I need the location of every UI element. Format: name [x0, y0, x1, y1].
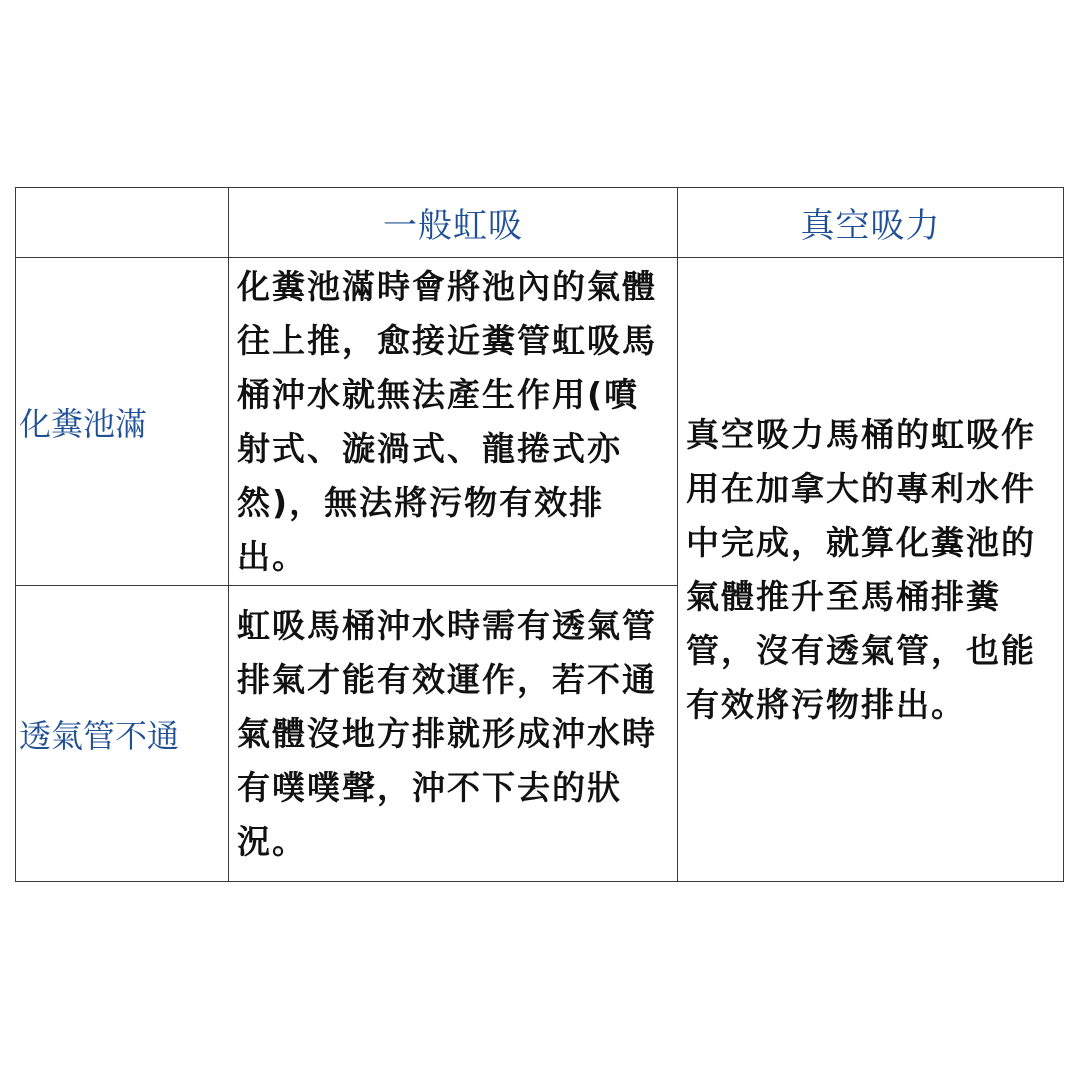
cell-vacuum-merged	[678, 258, 1064, 882]
table-row-septic-full	[16, 258, 1064, 586]
row-label-septic-full: 化糞池滿	[16, 258, 229, 586]
row-label-vent-blocked: 透氣管不通	[16, 586, 229, 882]
cell-general-vent-blocked-text: 虹吸馬桶沖水時需有透氣管排氣才能有效運作，若不通氣體沒地方排就形成沖水時有噗噗聲，沖不下去的狀況。	[237, 605, 657, 861]
cell-general-septic-full	[229, 258, 678, 586]
header-general-siphon: 一般虹吸	[229, 188, 678, 258]
cell-vacuum-merged-text: 真空吸力馬桶的虹吸作用在加拿大的專利水件中完成，就算化糞池的氣體推升至馬桶排糞管，沒有透氣管，也能有效將污物排出。	[686, 414, 1036, 724]
cell-general-vent-blocked	[229, 586, 678, 882]
cell-general-septic-full-text: 化糞池滿時會將池內的氣體往上推，愈接近糞管虹吸馬桶沖水就無法產生作用(噴射式、漩渦式、龍捲式亦然)，無法將污物有效排出。	[237, 266, 657, 576]
table-header-row	[16, 188, 1064, 258]
header-empty-cell	[16, 188, 229, 258]
header-vacuum-suction: 真空吸力	[678, 188, 1064, 258]
comparison-table	[15, 187, 1064, 882]
